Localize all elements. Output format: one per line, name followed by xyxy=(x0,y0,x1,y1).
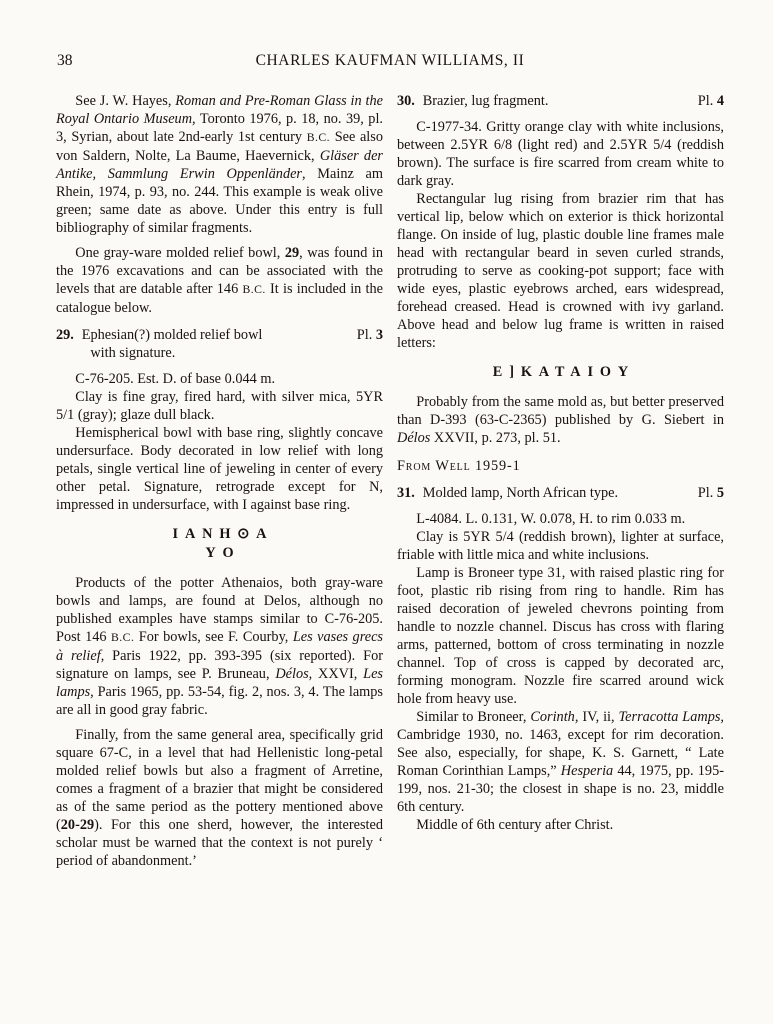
entry-29-title xyxy=(56,326,262,362)
paragraph-c76-clay: Clay is fine gray, fired hard, with silver mica, 5YR 5/1 (gray); glaze dull black. xyxy=(56,389,383,423)
running-header xyxy=(56,52,724,72)
entry-30-title-text: Brazier, lug fragment. xyxy=(422,93,549,109)
signature-inscription xyxy=(56,525,383,563)
catalog-entry-31-heading xyxy=(397,484,724,502)
paragraph-l4084-description: Lamp is Broneer type 31, with raised plastic ring for foot, plastic rib rising from ring to handle. Rim has raised decoration of jeweled chevrons pointing from handle to nozzle channel. Discus has cross with flaring arms, patterned, bottom of cross terminating in nozzle channel. Top of cross is capped by decorated arc, forming monogram. Nozzle fire scarred around wick hole from heavy use. xyxy=(397,565,724,707)
paragraph-finally-context: Finally, from the same general area, specifically grid square 67-C, in a level that had Hellenistic long-petal molded relief bowls but also a fragment of Arretine, comes a fragment of a brazier that might be considered as of the same period as the pottery mentioned above (20-29). For this one sherd, however, the interested scholar must be warned that the context is not purely ‘ period of abandonment.’ xyxy=(56,727,383,869)
paragraph-c1977-description: Rectangular lug rising from brazier rim that has vertical lip, below which on exterior is thick horizontal flange. On inside of lug, plastic double line frames male head with rectangular beard in seven curled strands, protruding to serve as cooking-pot support; face with wide eyes, plastic eyebrows arched, ears widespread, forehead creased. Head is crowned with ivy garland. Above head and below lug frame is written in raised letters: xyxy=(397,191,724,351)
paragraph-grayware-bowl: One gray-ware molded relief bowl, 29, was found in the 1976 excavations and can be associated with the levels that are datable after 146 B.C. It is included in the catalogue below. xyxy=(56,245,383,316)
paragraph-l4084-dimensions: L-4084. L. 0.131, W. 0.078, H. to rim 0.033 m. xyxy=(416,511,686,527)
signature-line-1: IANH⊙A xyxy=(172,526,274,542)
signature-line-2: YO xyxy=(205,545,241,561)
entry-29-title-text: Ephesian(?) molded relief bowl xyxy=(81,327,263,343)
entry-29-title-continuation: with signature. xyxy=(90,345,176,361)
entry-30-title xyxy=(397,92,548,110)
lug-inscription xyxy=(397,363,724,382)
paragraph-l4084-clay: Clay is 5YR 5/4 (reddish brown), lighter at surface, friable with little mica and white inclusions. xyxy=(397,529,724,563)
catalog-entry-30-heading xyxy=(397,92,724,110)
entry-30-plate-ref: Pl. 4 xyxy=(697,93,724,109)
entry-31-title xyxy=(397,484,618,502)
entry-30-number: 30. xyxy=(397,93,415,109)
paragraph-c76-description: Hemispherical bowl with base ring, slightly concave undersurface. Body decorated in low relief with long petals, single vertical line of jeweling in center of every other petal. Signature, retrograde except for N, impressed in undersurface, with I against base ring. xyxy=(56,425,383,513)
running-head-title: CHARLES KAUFMAN WILLIAMS, II xyxy=(255,52,525,69)
right-column xyxy=(397,92,724,870)
left-column xyxy=(56,92,383,870)
entry-29-number: 29. xyxy=(56,327,74,343)
page-number: 38 xyxy=(57,52,73,69)
two-column-body xyxy=(56,92,724,870)
paragraph-c76-dimensions: C-76-205. Est. D. of base 0.044 m. xyxy=(75,371,276,387)
paragraph-probably-same-mold: Probably from the same mold as, but better preserved than D-393 (63-C-2365) published by G. Siebert in Délos XXVII, p. 273, pl. 51. xyxy=(397,394,724,446)
paragraph-hayes-bibliography: See J. W. Hayes, Roman and Pre-Roman Glass in the Royal Ontario Museum, Toronto 1976, p. 18, no. 39, pl. 3, Syrian, about late 2nd-early 1st century B.C. See also von Saldern, Nolte, La Baume, Haevernick, Gläser der Antike, Sammlung Erwin Oppenländer, Mainz am Rhein, 1974, p. 93, no. 244. This example is weak olive green; same date as above. Under this entry is full bibliography of similar fragments. xyxy=(56,93,383,236)
entry-31-title-text: Molded lamp, North African type. xyxy=(422,485,619,501)
entry-31-plate-ref: Pl. 5 xyxy=(697,485,724,501)
section-heading-from-well: From Well 1959-1 xyxy=(397,458,521,474)
paragraph-date: Middle of 6th century after Christ. xyxy=(416,817,614,833)
paragraph-similar-to-broneer: Similar to Broneer, Corinth, IV, ii, Terracotta Lamps, Cambridge 1930, no. 1463, except for rim decoration. See also, especially, for shape, K. S. Garnett, “ Late Roman Corinthian Lamps,” Hesperia 44, 1975, pp. 195-199, nos. 21-30; the closest in shape is no. 23, middle 6th century. xyxy=(397,709,724,815)
entry-29-plate-ref: Pl. 3 xyxy=(356,327,383,343)
catalog-entry-29-heading xyxy=(56,326,383,362)
lug-inscription-line: E]KATAIOY xyxy=(492,364,636,380)
entry-31-number: 31. xyxy=(397,485,415,501)
paragraph-c1977-clay: C-1977-34. Gritty orange clay with white inclusions, between 2.5YR 6/8 (light red) and 2.5YR 5/4 (reddish brown). The surface is fire scarred from cream white to dark gray. xyxy=(397,119,724,189)
paragraph-athenaios-discussion: Products of the potter Athenaios, both gray-ware bowls and lamps, are found at Delos, although no published examples have stamps similar to C-76-205. Post 146 B.C. For bowls, see F. Courby, Les vases grecs à relief, Paris 1922, pp. 393-395 (six reported). For signature on lamps, see P. Bruneau, Délos, XXVI, Les lamps, Paris 1965, pp. 53-54, fig. 2, nos. 3, 4. The lamps are all in good gray fabric. xyxy=(56,575,383,718)
